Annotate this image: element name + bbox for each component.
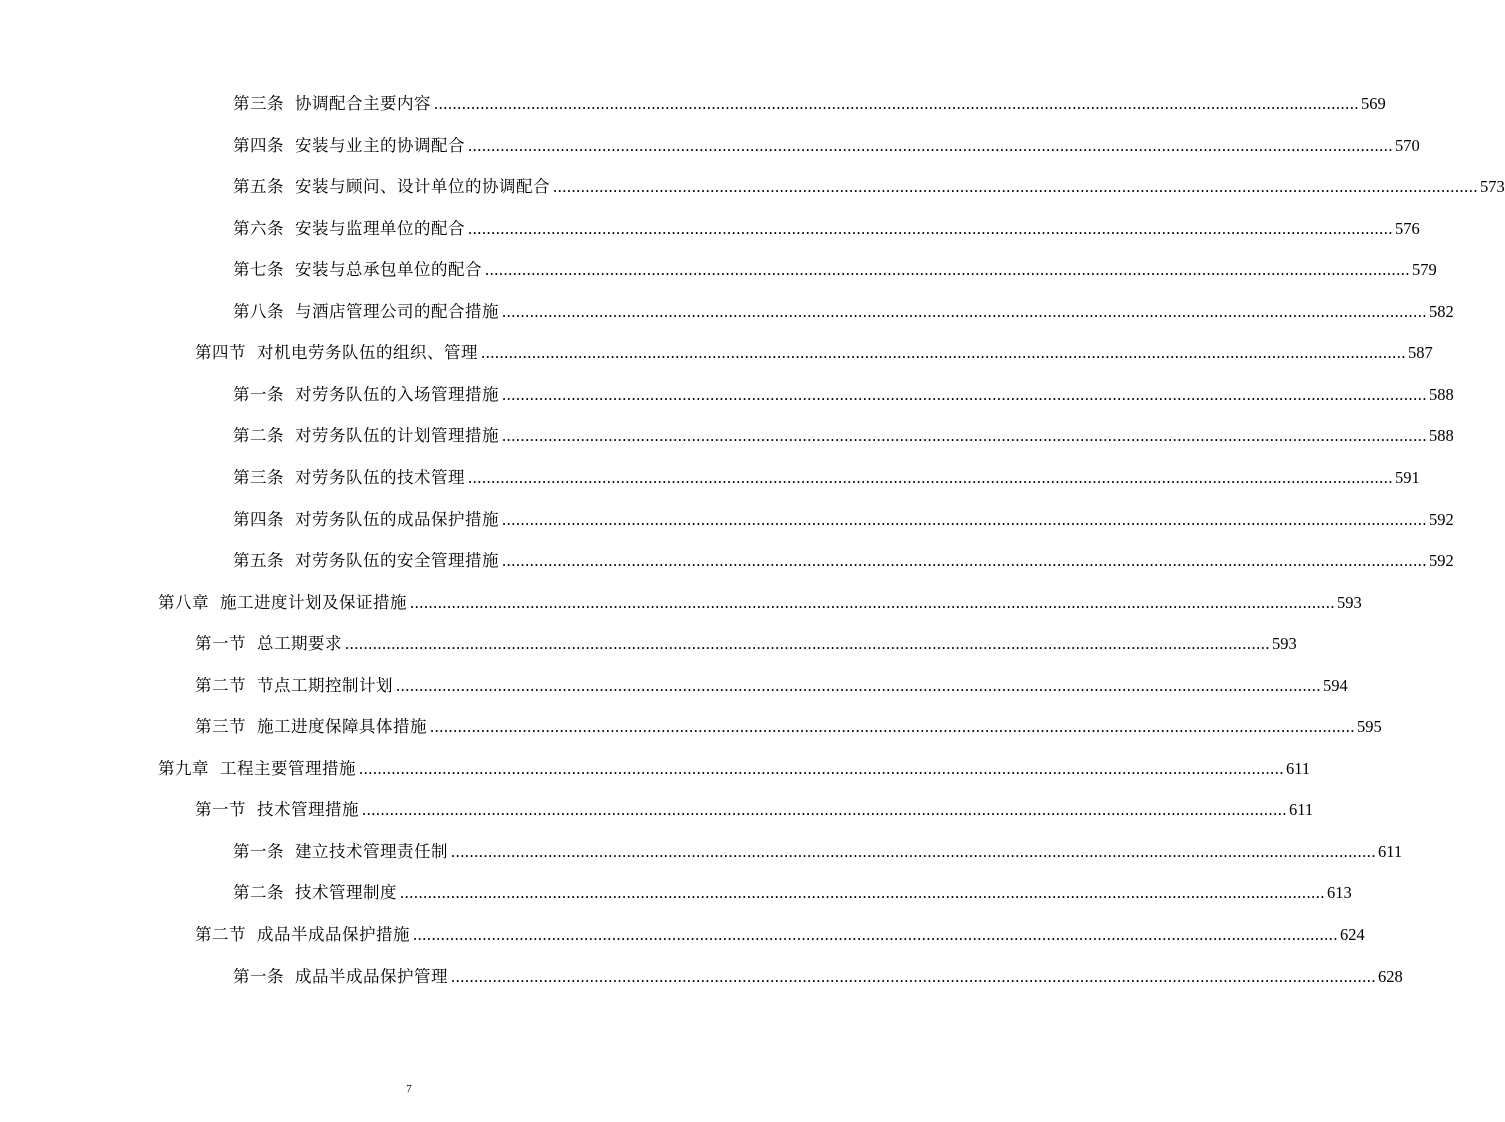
page-number: 7 (406, 1083, 412, 1095)
toc-entry-title: 总工期要求 (257, 634, 342, 654)
toc-entry-number: 第八条 (233, 301, 284, 321)
toc-entry-title: 与酒店管理公司的配合措施 (295, 301, 499, 321)
toc-entry-page: 588 (1429, 426, 1454, 446)
toc-entry[interactable] (195, 713, 1382, 741)
toc-dot-leader: ........................................................................................................................................................................................................ (430, 717, 1355, 737)
toc-entry[interactable] (233, 838, 1403, 866)
toc-entry[interactable] (233, 422, 1454, 450)
toc-entry-number: 第六条 (233, 218, 284, 238)
toc-dot-leader: ........................................................................................................................................................................................................ (468, 135, 1393, 155)
toc-entry-number: 第八章 (158, 592, 209, 612)
toc-dot-leader: ........................................................................................................................................................................................................ (410, 592, 1335, 612)
toc-entry-number: 第一条 (233, 966, 284, 986)
toc-dot-leader: ........................................................................................................................................................................................................ (502, 301, 1427, 321)
toc-entry-title: 协调配合主要内容 (295, 94, 431, 113)
toc-dot-leader: ........................................................................................................................................................................................................ (396, 675, 1321, 695)
toc-dot-leader: ........................................................................................................................................................................................................ (434, 94, 1359, 113)
toc-entry-page: 624 (1340, 925, 1365, 944)
toc-entry-title: 技术管理措施 (257, 800, 359, 820)
toc-entry-page: 611 (1289, 800, 1314, 820)
toc-entry[interactable] (233, 547, 1454, 575)
toc-entry-number: 第一节 (195, 800, 246, 820)
toc-entry-page: 594 (1323, 675, 1348, 695)
toc-entry[interactable] (233, 464, 1420, 492)
toc-entry-title: 施工进度保障具体措施 (257, 717, 427, 737)
toc-entry[interactable] (195, 672, 1348, 700)
toc-entry-title: 施工进度计划及保证措施 (220, 592, 407, 612)
toc-entry-page: 611 (1286, 758, 1311, 778)
toc-entry-number: 第四条 (233, 509, 284, 529)
toc-entry-title: 对劳务队伍的入场管理措施 (295, 384, 499, 404)
toc-entry-page: 628 (1378, 966, 1403, 986)
toc-entry[interactable] (233, 215, 1420, 243)
toc-entry-page: 593 (1272, 634, 1297, 654)
toc-entry-number: 第二节 (195, 675, 246, 695)
toc-entry-page: 582 (1429, 301, 1454, 321)
toc-entry[interactable] (195, 796, 1314, 824)
toc-entry[interactable] (233, 381, 1454, 409)
toc-dot-leader: ........................................................................................................................................................................................................ (502, 384, 1427, 404)
toc-entry-number: 第二条 (233, 426, 284, 446)
toc-entry-title: 成品半成品保护措施 (257, 925, 410, 944)
toc-entry-page: 579 (1412, 260, 1437, 280)
toc-dot-leader: ........................................................................................................................................................................................................ (468, 467, 1393, 487)
toc-entry-page: 592 (1429, 509, 1454, 529)
toc-entry-title: 成品半成品保护管理 (295, 966, 448, 986)
toc-entry[interactable] (195, 921, 1365, 949)
toc-entry-page: 569 (1361, 94, 1386, 113)
toc-entry[interactable] (233, 173, 1505, 201)
toc-entry-page: 592 (1429, 551, 1454, 571)
toc-entry[interactable] (233, 879, 1352, 907)
toc-dot-leader: ........................................................................................................................................................................................................ (502, 426, 1427, 446)
toc-entry-number: 第一条 (233, 384, 284, 404)
toc-entry[interactable] (195, 630, 1297, 658)
toc-entry-title: 节点工期控制计划 (257, 675, 393, 695)
toc-entry-page: 613 (1327, 883, 1352, 903)
toc-dot-leader: ........................................................................................................................................................................................................ (362, 800, 1287, 820)
toc-entry[interactable] (233, 963, 1403, 991)
toc-entry[interactable] (233, 506, 1454, 534)
toc-entry-page: 595 (1357, 717, 1382, 737)
toc-entry-title: 对劳务队伍的安全管理措施 (295, 551, 499, 571)
toc-entry-title: 对劳务队伍的技术管理 (295, 467, 465, 487)
toc-entry-number: 第一条 (233, 841, 284, 861)
toc-entry[interactable] (158, 589, 1362, 617)
toc-entry-number: 第一节 (195, 634, 246, 654)
toc-entry-title: 安装与业主的协调配合 (295, 135, 465, 155)
toc-entry[interactable] (233, 256, 1437, 284)
toc-dot-leader: ........................................................................................................................................................................................................ (345, 634, 1270, 654)
toc-entry-number: 第二节 (195, 925, 246, 944)
toc-entry-title: 安装与监理单位的配合 (295, 218, 465, 238)
toc-dot-leader: ........................................................................................................................................................................................................ (502, 551, 1427, 571)
toc-dot-leader: ........................................................................................................................................................................................................ (451, 966, 1376, 986)
toc-dot-leader: ........................................................................................................................................................................................................ (413, 925, 1338, 944)
toc-entry-number: 第五条 (233, 177, 284, 197)
toc-entry[interactable] (233, 298, 1454, 326)
toc-entry-title: 对劳务队伍的成品保护措施 (295, 509, 499, 529)
toc-entry[interactable] (233, 90, 1386, 118)
toc-entry-page: 611 (1378, 841, 1403, 861)
toc-entry-page: 593 (1337, 592, 1362, 612)
toc-entry-title: 技术管理制度 (295, 883, 397, 903)
toc-entry-title: 安装与顾问、设计单位的协调配合 (295, 177, 550, 197)
toc-entry-title: 工程主要管理措施 (220, 758, 356, 778)
toc-dot-leader: ........................................................................................................................................................................................................ (553, 177, 1478, 197)
toc-entry-number: 第九章 (158, 758, 209, 778)
toc-entry-number: 第三条 (233, 467, 284, 487)
toc-entry-number: 第二条 (233, 883, 284, 903)
toc-entry[interactable] (158, 755, 1311, 783)
toc-dot-leader: ........................................................................................................................................................................................................ (400, 883, 1325, 903)
toc-entry-number: 第七条 (233, 260, 284, 280)
toc-dot-leader: ........................................................................................................................................................................................................ (481, 343, 1406, 363)
toc-dot-leader: ........................................................................................................................................................................................................ (485, 260, 1410, 280)
toc-entry-number: 第五条 (233, 551, 284, 571)
toc-dot-leader: ........................................................................................................................................................................................................ (451, 841, 1376, 861)
toc-entry-number: 第三节 (195, 717, 246, 737)
toc-dot-leader: ........................................................................................................................................................................................................ (359, 758, 1284, 778)
toc-entry[interactable] (195, 339, 1433, 367)
toc-dot-leader: ........................................................................................................................................................................................................ (502, 509, 1427, 529)
toc-entry-title: 对机电劳务队伍的组织、管理 (257, 343, 478, 363)
toc-entry-page: 587 (1408, 343, 1433, 363)
toc-entry-page: 576 (1395, 218, 1420, 238)
toc-entry-page: 588 (1429, 384, 1454, 404)
toc-entry-page: 570 (1395, 135, 1420, 155)
toc-entry-page: 591 (1395, 467, 1420, 487)
toc-entry-page: 573 (1480, 177, 1505, 197)
toc-entry[interactable] (233, 132, 1420, 160)
toc-dot-leader: ........................................................................................................................................................................................................ (468, 218, 1393, 238)
toc-entry-number: 第三条 (233, 94, 284, 113)
toc-entry-number: 第四条 (233, 135, 284, 155)
toc-entry-title: 对劳务队伍的计划管理措施 (295, 426, 499, 446)
toc-entry-number: 第四节 (195, 343, 246, 363)
toc-entry-title: 安装与总承包单位的配合 (295, 260, 482, 280)
toc-entry-title: 建立技术管理责任制 (295, 841, 448, 861)
